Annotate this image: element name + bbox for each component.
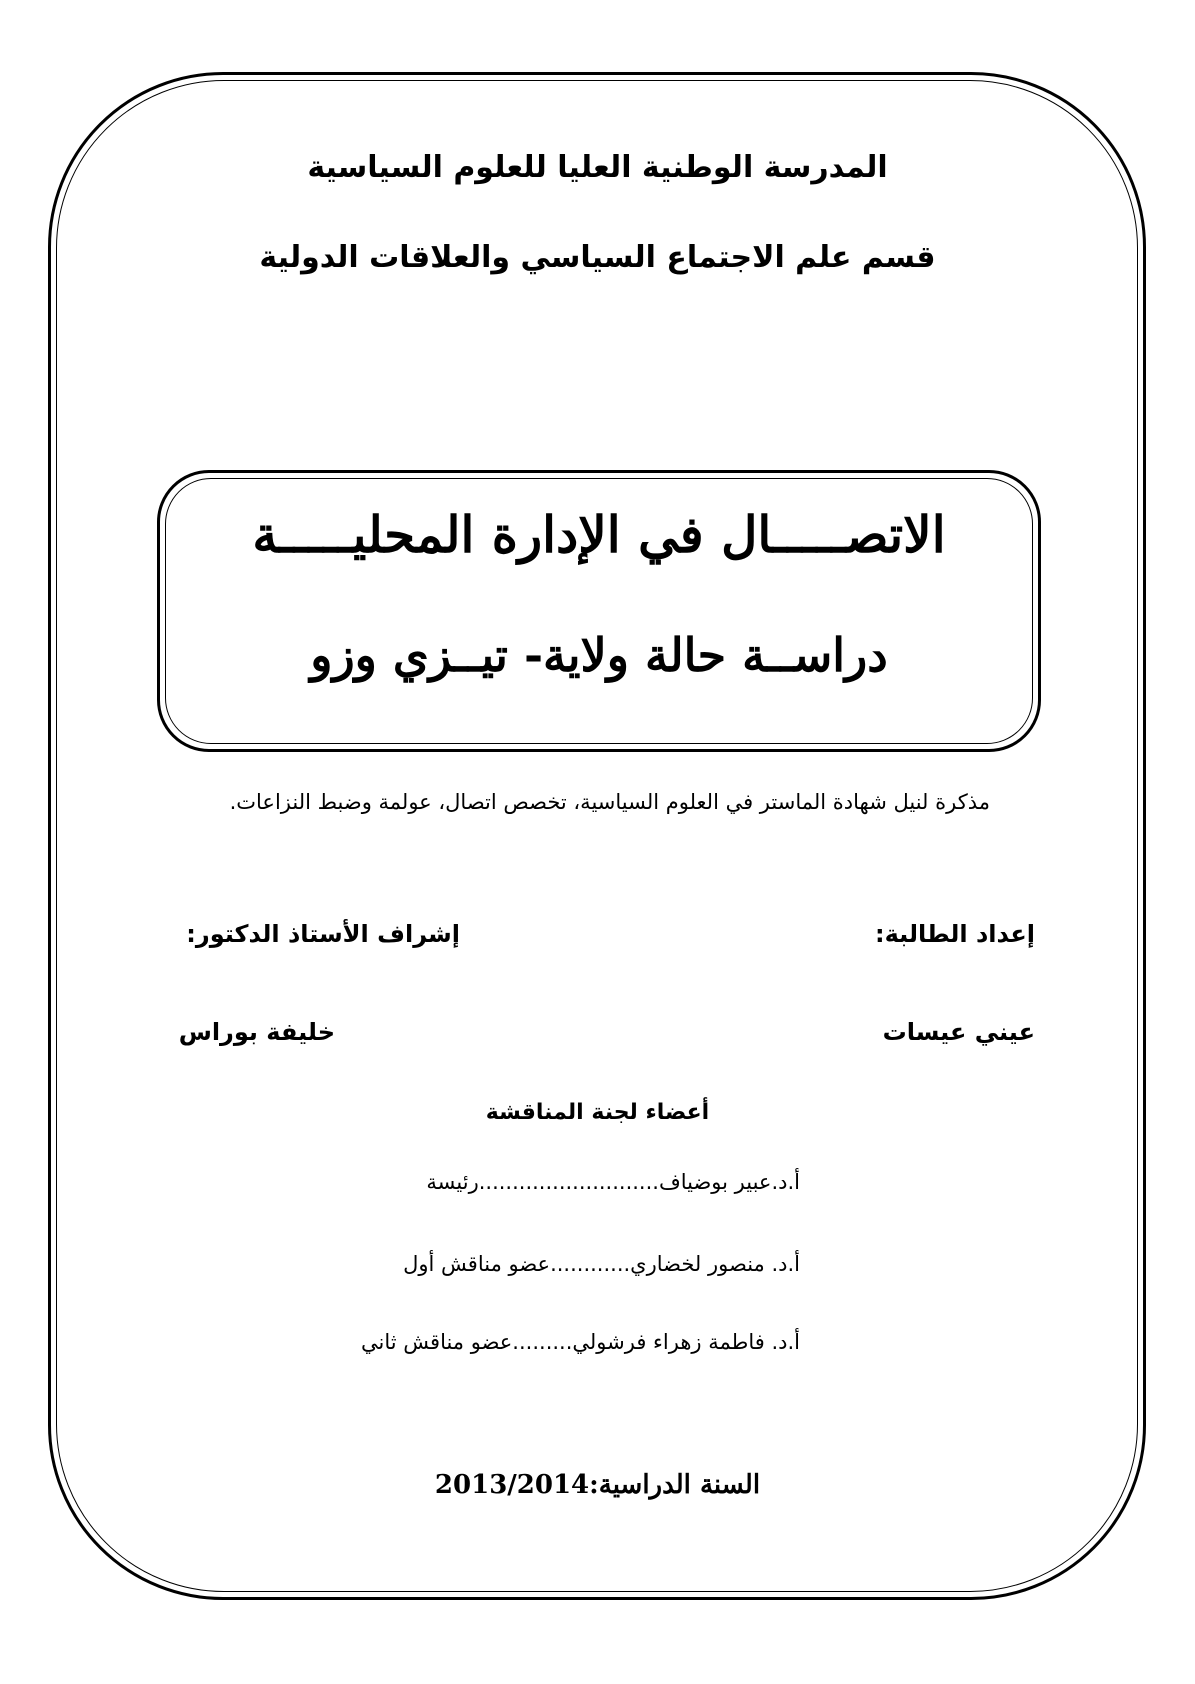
- committee-title: أعضاء لجنة المناقشة: [485, 1100, 710, 1125]
- committee-member: أ.د. فاطمة زهراء فرشولي.........عضو مناقش ثاني: [360, 1330, 800, 1354]
- thesis-description: مذكرة لنيل شهادة الماستر في العلوم السياسية، تخصص اتصال، عولمة وضبط النزاعات.: [229, 790, 990, 814]
- thesis-subtitle: دراســة حالة ولاية- تيــزي وزو: [310, 628, 888, 682]
- academic-year: السنة الدراسية:2013/2014: [434, 1470, 761, 1500]
- student-name: عيني عيسات: [882, 1018, 1035, 1046]
- student-label: إعداد الطالبة:: [875, 920, 1035, 948]
- supervisor-label: إشراف الأستاذ الدكتور:: [186, 920, 460, 948]
- department-name: قسم علم الاجتماع السياسي والعلاقات الدولية: [259, 240, 936, 275]
- school-name: المدرسة الوطنية العليا للعلوم السياسية: [307, 150, 888, 185]
- committee-member: أ.د.عبير بوضياف...........................رئيسة: [426, 1170, 800, 1194]
- outer-frame-inner: [56, 80, 1138, 1592]
- thesis-title: الاتصـــــال في الإدارة المحليـــــة: [252, 505, 946, 564]
- committee-member: أ.د. منصور لخضاري............عضو مناقش أول: [403, 1252, 800, 1276]
- supervisor-name: خليفة بوراس: [178, 1018, 335, 1046]
